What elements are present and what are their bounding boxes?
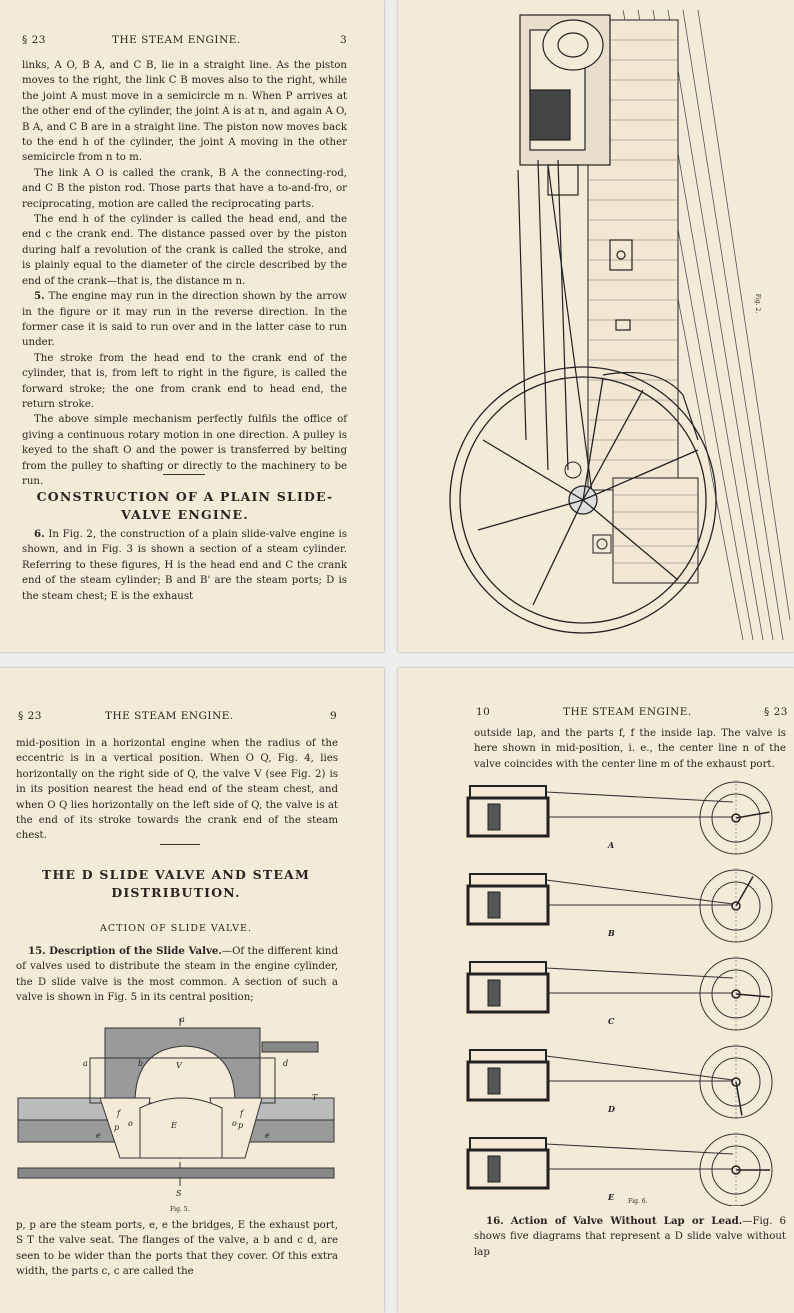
steam-engine-illustration (398, 0, 794, 652)
cylinder (468, 886, 548, 924)
paragraph: 5. The engine may run in the direction shown by the arrow in the figure or it may run in the reverse direction. In the former case it is said to run over and in the latter case to run under. (22, 290, 347, 349)
figure-label: o (232, 1119, 237, 1128)
steam-chest (470, 962, 546, 974)
paragraph: outside lap, and the parts f, f the inside lap. The valve is here shown in mid-position, i. e., the center line n of the valve coincides with the center line m of the exhaust port. (474, 728, 786, 770)
figure-caption: Fig. 6. (628, 1198, 648, 1205)
paragraph: The link A O is called the crank, B A the connecting-rod, and C B the piston rod. Those parts that have a to-and-fro, or reciprocating, motion are called the reciprocating parts. (22, 167, 347, 210)
figure-label: p (114, 1123, 120, 1132)
paragraph-number: 6. (34, 528, 45, 540)
section-heading: THE D SLIDE VALVE AND STEAM DISTRIBUTION. (42, 867, 310, 900)
figure-caption: Fig. 2. (754, 293, 762, 314)
figure-label: b (138, 1059, 144, 1068)
slide-valve-section-figure (0, 1008, 384, 1208)
valve-rod (546, 880, 733, 904)
figure-label: o (128, 1119, 133, 1128)
cylinder (468, 1150, 548, 1188)
cylinder (468, 1062, 548, 1100)
running-title: THE STEAM ENGINE. (105, 710, 234, 722)
paragraph: 16. Action of Valve Without Lap or Lead.—Fig. 6 shows five diagrams that represent a D slide valve without lap (474, 1215, 786, 1258)
steam-chest (470, 786, 546, 798)
divider (160, 844, 200, 845)
paragraph: links, A O, B A, and C B, lie in a straight line. As the piston moves to the right, the link C B moves also to the right, while the joint A must move in a semicircle m n. When P arrives at the other end of the cylinder, the joint A is at n, and again A O, B A, and C B are in a straight line. The piston now moves back to the end h of the cylinder, the joint A moving in the other semicircle from n to m. (22, 60, 347, 164)
body-text (474, 1214, 786, 1260)
figure-label: e (96, 1131, 101, 1140)
steam-chest (470, 874, 546, 886)
page-number: 10 (476, 706, 491, 718)
figure-label: d (283, 1059, 289, 1068)
divider (163, 474, 205, 475)
paragraph: The above simple mechanism perfectly fulfils the office of giving a continuous rotary motion in one direction. A pulley is keyed to the shaft O and the power is transferred by belting from the pulley to shafting or directly to the machinery to be run. (22, 414, 347, 487)
figure-label: p (238, 1121, 244, 1130)
paragraph-number: 15. (28, 945, 46, 957)
section-number: § 23 (764, 706, 788, 718)
figure-label: e (265, 1131, 270, 1140)
running-title: THE STEAM ENGINE. (563, 706, 692, 718)
valve-diagrams-figure (398, 776, 794, 1206)
figure-caption: Fig. 5. (170, 1206, 190, 1213)
section-number: § 23 (18, 710, 42, 722)
figure-label: V (176, 1061, 182, 1070)
paragraph-number: 5. (34, 290, 45, 303)
section-heading: CONSTRUCTION OF A PLAIN SLIDE- VALVE ENGINE. (36, 489, 334, 522)
page-number: 9 (330, 710, 338, 722)
section-number: § 23 (22, 34, 46, 46)
figure-label: f (117, 1109, 120, 1118)
figure-label: f (240, 1109, 243, 1118)
figure-label: T (312, 1093, 318, 1102)
crank-arm (736, 877, 753, 906)
body-text (474, 726, 786, 772)
steam-chest (470, 1138, 546, 1150)
subheading: ACTION OF SLIDE VALVE. (100, 923, 252, 934)
diagram-label: D (608, 1104, 615, 1114)
diagram-label: E (608, 1192, 615, 1202)
valve-rod (546, 1056, 733, 1080)
body-text (16, 736, 338, 844)
crank-arm (736, 812, 769, 818)
piston (488, 980, 500, 1006)
figure-label: a (180, 1015, 185, 1024)
diagram-label: C (608, 1016, 615, 1026)
running-title: THE STEAM ENGINE. (112, 34, 241, 46)
paragraph: 15. Description of the Slide Valve.—Of the different kind of valves used to distribute the steam in the engine cylinder, the D slide valve is the most common. A section of such a valve is shown in Fig. 5 in its central position; (16, 945, 338, 1004)
paragraph: The end h of the cylinder is called the head end, and the end c the crank end. The distance passed over by the piston during half a revolution of the crank is called the stroke, and is plainly equal to the diameter of the circle described by the end of the crank—that is, the distance m n. (22, 214, 347, 287)
piston (488, 892, 500, 918)
body-text (16, 1218, 338, 1280)
crank-arm (736, 994, 770, 997)
page-10 (398, 668, 794, 1313)
page-3 (0, 0, 384, 652)
page-number: 3 (340, 34, 348, 46)
paragraph: The stroke from the head end to the crank end of the cylinder, that is, from left to right in the figure, is called the forward stroke; the one from crank end to head end, the return stroke. (22, 352, 347, 410)
body-text (16, 944, 338, 1006)
crank-arm (736, 1082, 742, 1115)
piston (488, 1068, 500, 1094)
figure-label: S (176, 1189, 182, 1198)
diagram-label: B (608, 928, 615, 938)
cylinder (468, 798, 548, 836)
body-text (22, 527, 347, 604)
cylinder (468, 974, 548, 1012)
paragraph: p, p are the steam ports, e, e the bridges, E the exhaust port, S T the valve seat. The flanges of the valve, a b and c d, are seen to be wider than the ports that they cover. Of this extra width, the parts c, c are called the (16, 1220, 338, 1278)
paragraph: mid-position in a horizontal engine when the radius of the eccentric is in a vertical position. When O Q, Fig. 4, lies horizontally on the right side of Q, the valve V (see Fig. 2) is in its position nearest the head end of the steam chest, and when O Q lies horizontally on the left side of Q, the valve is at the end of its stroke towards the crank end of the steam chest. (16, 738, 338, 842)
figure-page (398, 0, 794, 652)
piston (488, 1156, 500, 1182)
steam-chest (470, 1050, 546, 1062)
body-text (22, 58, 347, 489)
paragraph: 6. In Fig. 2, the construction of a plain slide-valve engine is shown, and in Fig. 3 is shown a section of a steam cylinder. Referring to these figures, H is the head end and C the crank end of the steam cylinder; B and B' are the steam ports; D is the steam chest; E is the exhaust (22, 528, 347, 602)
paragraph-number: 16. (486, 1215, 504, 1227)
page-9 (0, 668, 384, 1313)
piston (488, 804, 500, 830)
figure-label: E (171, 1121, 177, 1130)
diagram-label: A (608, 840, 615, 850)
figure-label: a (83, 1059, 88, 1068)
